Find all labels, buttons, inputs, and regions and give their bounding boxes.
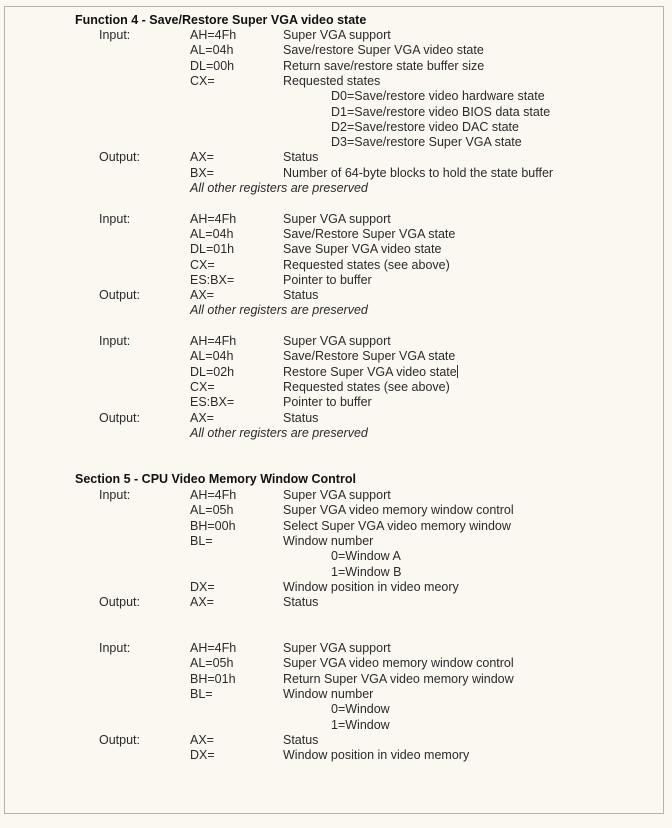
register-name: AL=04h [190,43,234,58]
register-row [5,718,663,733]
register-row [5,488,663,503]
io-label: Output: [99,150,140,165]
register-name: AX= [190,732,214,747]
register-name: AL=05h [190,656,234,671]
register-row [5,733,663,748]
register-description: Requested states (see above) [283,257,450,272]
register-name: ES:BX= [190,272,235,287]
io-label: Output: [99,732,140,747]
register-description: Requested states (see above) [283,379,450,394]
register-row [5,549,663,564]
register-name: AX= [190,595,214,610]
register-name: AH=4Fh [190,488,237,502]
register-row [5,303,663,318]
register-row [5,656,663,671]
register-description: Save/restore Super VGA video state [283,43,484,58]
register-row [5,181,663,196]
document-page [4,6,664,814]
register-row [5,595,663,610]
register-row [5,672,663,687]
state-option: 1=Window [331,717,390,732]
register-name: ES:BX= [190,395,235,410]
register-row [5,89,663,104]
register-row [5,534,663,549]
register-description: Status [283,150,319,165]
register-row [5,120,663,135]
io-label: Output: [99,595,140,610]
register-row [5,395,663,410]
register-description: Save Super VGA video state [283,242,442,257]
register-name: DL=00h [190,58,235,73]
register-description: Return save/restore state buffer size [283,58,485,73]
register-name: BL= [190,533,213,548]
register-name: DX= [190,579,215,594]
io-label: Output: [99,410,140,425]
register-row [5,135,663,150]
register-description: Window position in video memory [283,748,470,763]
register-row [5,411,663,426]
register-row [5,748,663,763]
register-description: Status [283,732,319,747]
register-name: AL=04h [190,226,234,241]
register-name: AH=4Fh [190,334,237,348]
block-title: Section 5 - CPU Video Memory Window Control [75,472,356,486]
register-row [5,349,663,364]
register-name: DL=01h [190,242,235,257]
register-row [5,641,663,656]
register-description: Return Super VGA video memory window [283,671,514,686]
register-description: Super VGA support [283,211,391,226]
register-description: Pointer to buffer [283,395,372,410]
register-name: AX= [190,288,214,303]
register-description: Requested states [283,73,381,88]
preserved-note: All other registers are preserved [190,181,368,195]
state-option: 1=Window B [331,564,402,579]
register-description: Window number [283,533,374,548]
register-name: CX= [190,379,215,394]
io-label: Input: [99,641,131,655]
register-description: Super VGA video memory window control [283,503,514,518]
state-option: 0=Window A [331,549,401,564]
register-name: AL=05h [190,503,234,518]
spacer-row [5,626,663,641]
register-row [5,43,663,58]
state-option: D1=Save/restore video BIOS data state [331,104,551,119]
register-row [5,380,663,395]
state-option: D0=Save/restore video hardware state [331,89,545,104]
register-row [5,519,663,534]
register-description: Super VGA support [283,488,391,502]
register-row [5,258,663,273]
register-description: Status [283,595,319,610]
register-row [5,580,663,595]
register-description: Super VGA support [283,334,391,348]
register-name: BH=01h [190,671,236,686]
register-row [5,273,663,288]
register-name: BX= [190,165,214,180]
register-description: Super VGA video memory window control [283,656,514,671]
register-row [5,334,663,349]
io-label: Input: [99,28,131,42]
state-option: 0=Window [331,702,390,717]
register-name: BL= [190,686,213,701]
register-name: AX= [190,410,214,425]
register-name: BH=00h [190,518,236,533]
register-row [5,166,663,181]
io-label: Input: [99,334,131,348]
register-row [5,59,663,74]
register-description: Number of 64-byte blocks to hold the state buffer [283,165,554,180]
register-description: Super VGA support [283,641,391,655]
register-description: Status [283,288,319,303]
register-description: Super VGA support [283,28,391,42]
register-description: Save/Restore Super VGA state [283,226,456,241]
register-row [5,288,663,303]
register-row [5,212,663,227]
register-row [5,242,663,257]
register-name: DL=02h [190,364,235,379]
io-label: Input: [99,211,131,226]
register-row [5,702,663,717]
text-cursor [457,365,458,378]
register-name: AX= [190,150,214,165]
register-description: Select Super VGA video memory window [283,518,511,533]
block-title: Function 4 - Save/Restore Super VGA video state [75,13,367,27]
register-row [5,426,663,441]
spacer-row [5,610,663,625]
register-name: CX= [190,73,215,88]
register-row [5,227,663,242]
register-row [5,503,663,518]
register-description: Save/Restore Super VGA state [283,349,456,364]
register-name: AL=04h [190,349,234,364]
register-description: Pointer to buffer [283,272,372,287]
io-label: Input: [99,488,131,502]
register-row [5,687,663,702]
register-name: AH=4Fh [190,28,237,42]
register-description: Restore Super VGA video state [283,364,457,379]
register-description: Window number [283,686,374,701]
register-row [5,105,663,120]
spacer-row [5,196,663,211]
preserved-note: All other registers are preserved [190,303,368,318]
register-row [5,365,663,380]
register-description: Window position in video meory [283,579,459,594]
state-option: D2=Save/restore video DAC state [331,119,519,134]
spacer-row [5,319,663,334]
register-row [5,565,663,580]
register-name: AH=4Fh [190,211,237,226]
register-row [5,28,663,43]
register-name: CX= [190,257,215,272]
register-name: AH=4Fh [190,641,237,655]
register-row [5,74,663,89]
register-description: Status [283,410,319,425]
preserved-note: All other registers are preserved [190,425,368,440]
state-option: D3=Save/restore Super VGA state [331,135,522,150]
register-row [5,150,663,165]
register-name: DX= [190,748,215,763]
io-label: Output: [99,288,140,303]
